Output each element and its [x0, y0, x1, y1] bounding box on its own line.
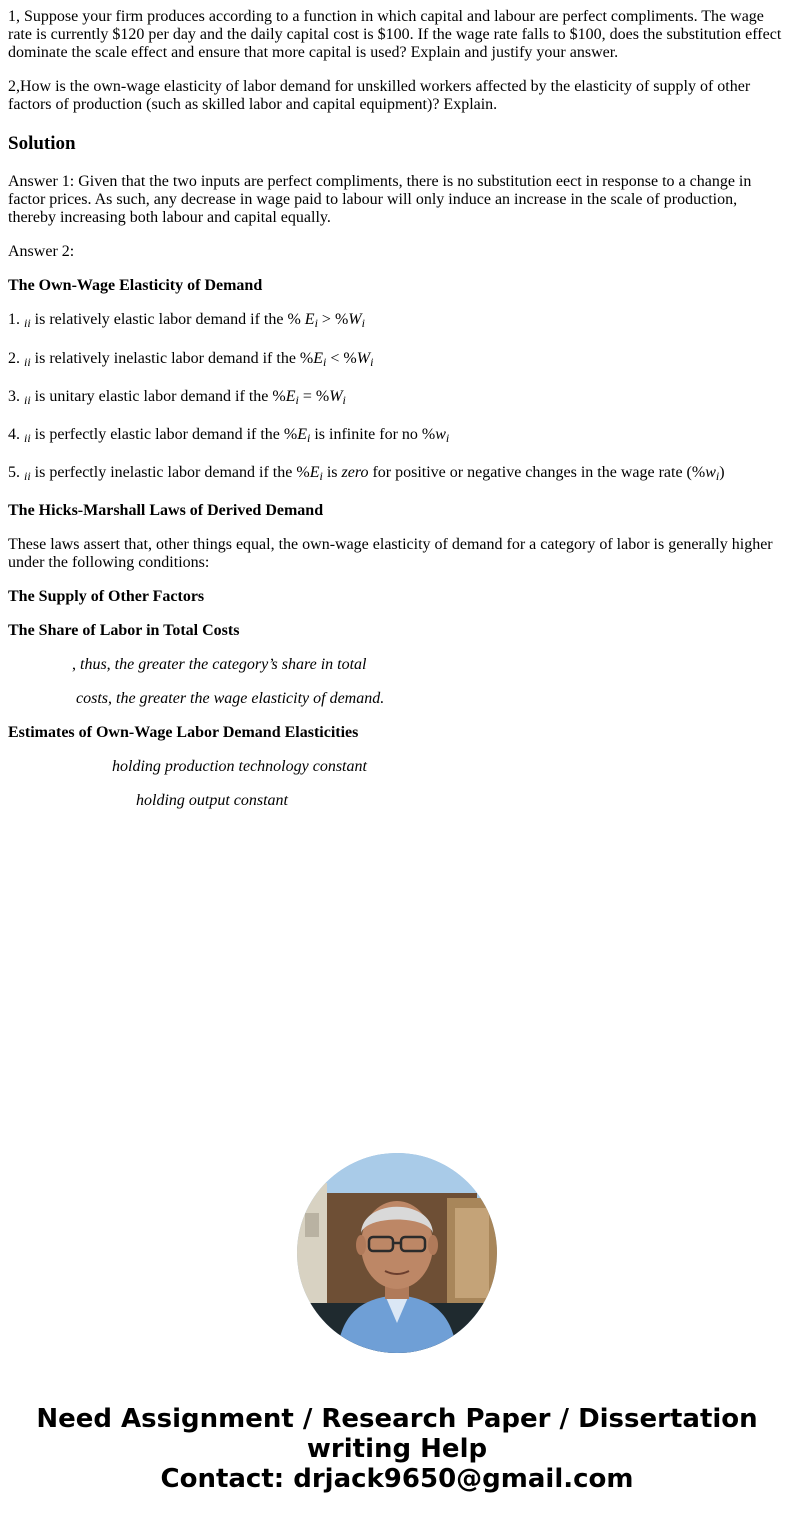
answer-2-label: Answer 2:: [8, 243, 75, 260]
heading-share-of-labor: The Share of Labor in Total Costs: [8, 622, 240, 639]
promo-contact: Contact: drjack9650@gmail.com: [160, 1464, 634, 1494]
share-line-2: costs, the greater the wage elasticity of demand.: [76, 690, 385, 707]
answer-1: Answer 1: Given that the two inputs are perfect compliments, there is no substitution eect in response to a change in factor prices. As such, any decrease in wage paid to labour will only induce an increase in the scale of production, thereby increasing both labour and capital equally.: [8, 173, 752, 226]
list-item: 5. $_{ii}$ is perfectly inelastic labor demand if the $\%E_i$ is zero for positive or negative changes in the wage rate $(\%w_i)$: [8, 464, 725, 483]
list-item: 1. $_{ii}$ is relatively elastic labor demand if the % $E_i > \%W_i$: [8, 311, 365, 330]
heading-own-wage-elasticity: The Own-Wage Elasticity of Demand: [8, 277, 263, 294]
share-line-1: , thus, the greater the category’s share in total: [72, 656, 367, 673]
heading-supply-other-factors: The Supply of Other Factors: [8, 588, 205, 605]
avatar: [297, 1153, 497, 1353]
promo-line-1: Need Assignment / Research Paper / Dissertation: [36, 1404, 758, 1434]
promo-line-2: writing Help: [306, 1434, 488, 1464]
solution-heading: Solution: [8, 133, 76, 154]
heading-hicks-marshall: The Hicks-Marshall Laws of Derived Demand: [8, 502, 324, 519]
avatar-photo: [297, 1153, 497, 1353]
estimate-line-1: holding production technology constant: [112, 758, 367, 775]
list-item: 4. $_{ii}$ is perfectly elastic labor demand if the $\%E_i$ is infinite for no $\%w_i$: [8, 426, 450, 445]
estimate-line-2: holding output constant: [136, 792, 288, 809]
laws-paragraph: These laws assert that, other things equal, the own-wage elasticity of demand for a category of labor is generally higher under the following conditions:: [8, 536, 773, 571]
heading-estimates: Estimates of Own-Wage Labor Demand Elasticities: [8, 724, 359, 741]
list-item: 3. $_{ii}$ is unitary elastic labor demand if the $\%E_i = \%W_i$: [8, 388, 346, 407]
question-1: 1, Suppose your firm produces according to a function in which capital and labour are perfect compliments. The wage rate is currently $120 per day and the daily capital cost is $100. If the wage rate falls to $100, does the substitution effect dominate the scale effect and ensure that more capital is used? Explain and justify your answer.: [8, 8, 782, 61]
list-item: 2. $_{ii}$ is relatively inelastic labor demand if the $\%E_i < \%W_i$: [8, 350, 374, 369]
question-2: 2,How is the own-wage elasticity of labor demand for unskilled workers affected by the elasticity of supply of other factors of production (such as skilled labor and capital equipment)? Explain.: [8, 78, 751, 113]
promo-banner: [0, 1404, 794, 1494]
